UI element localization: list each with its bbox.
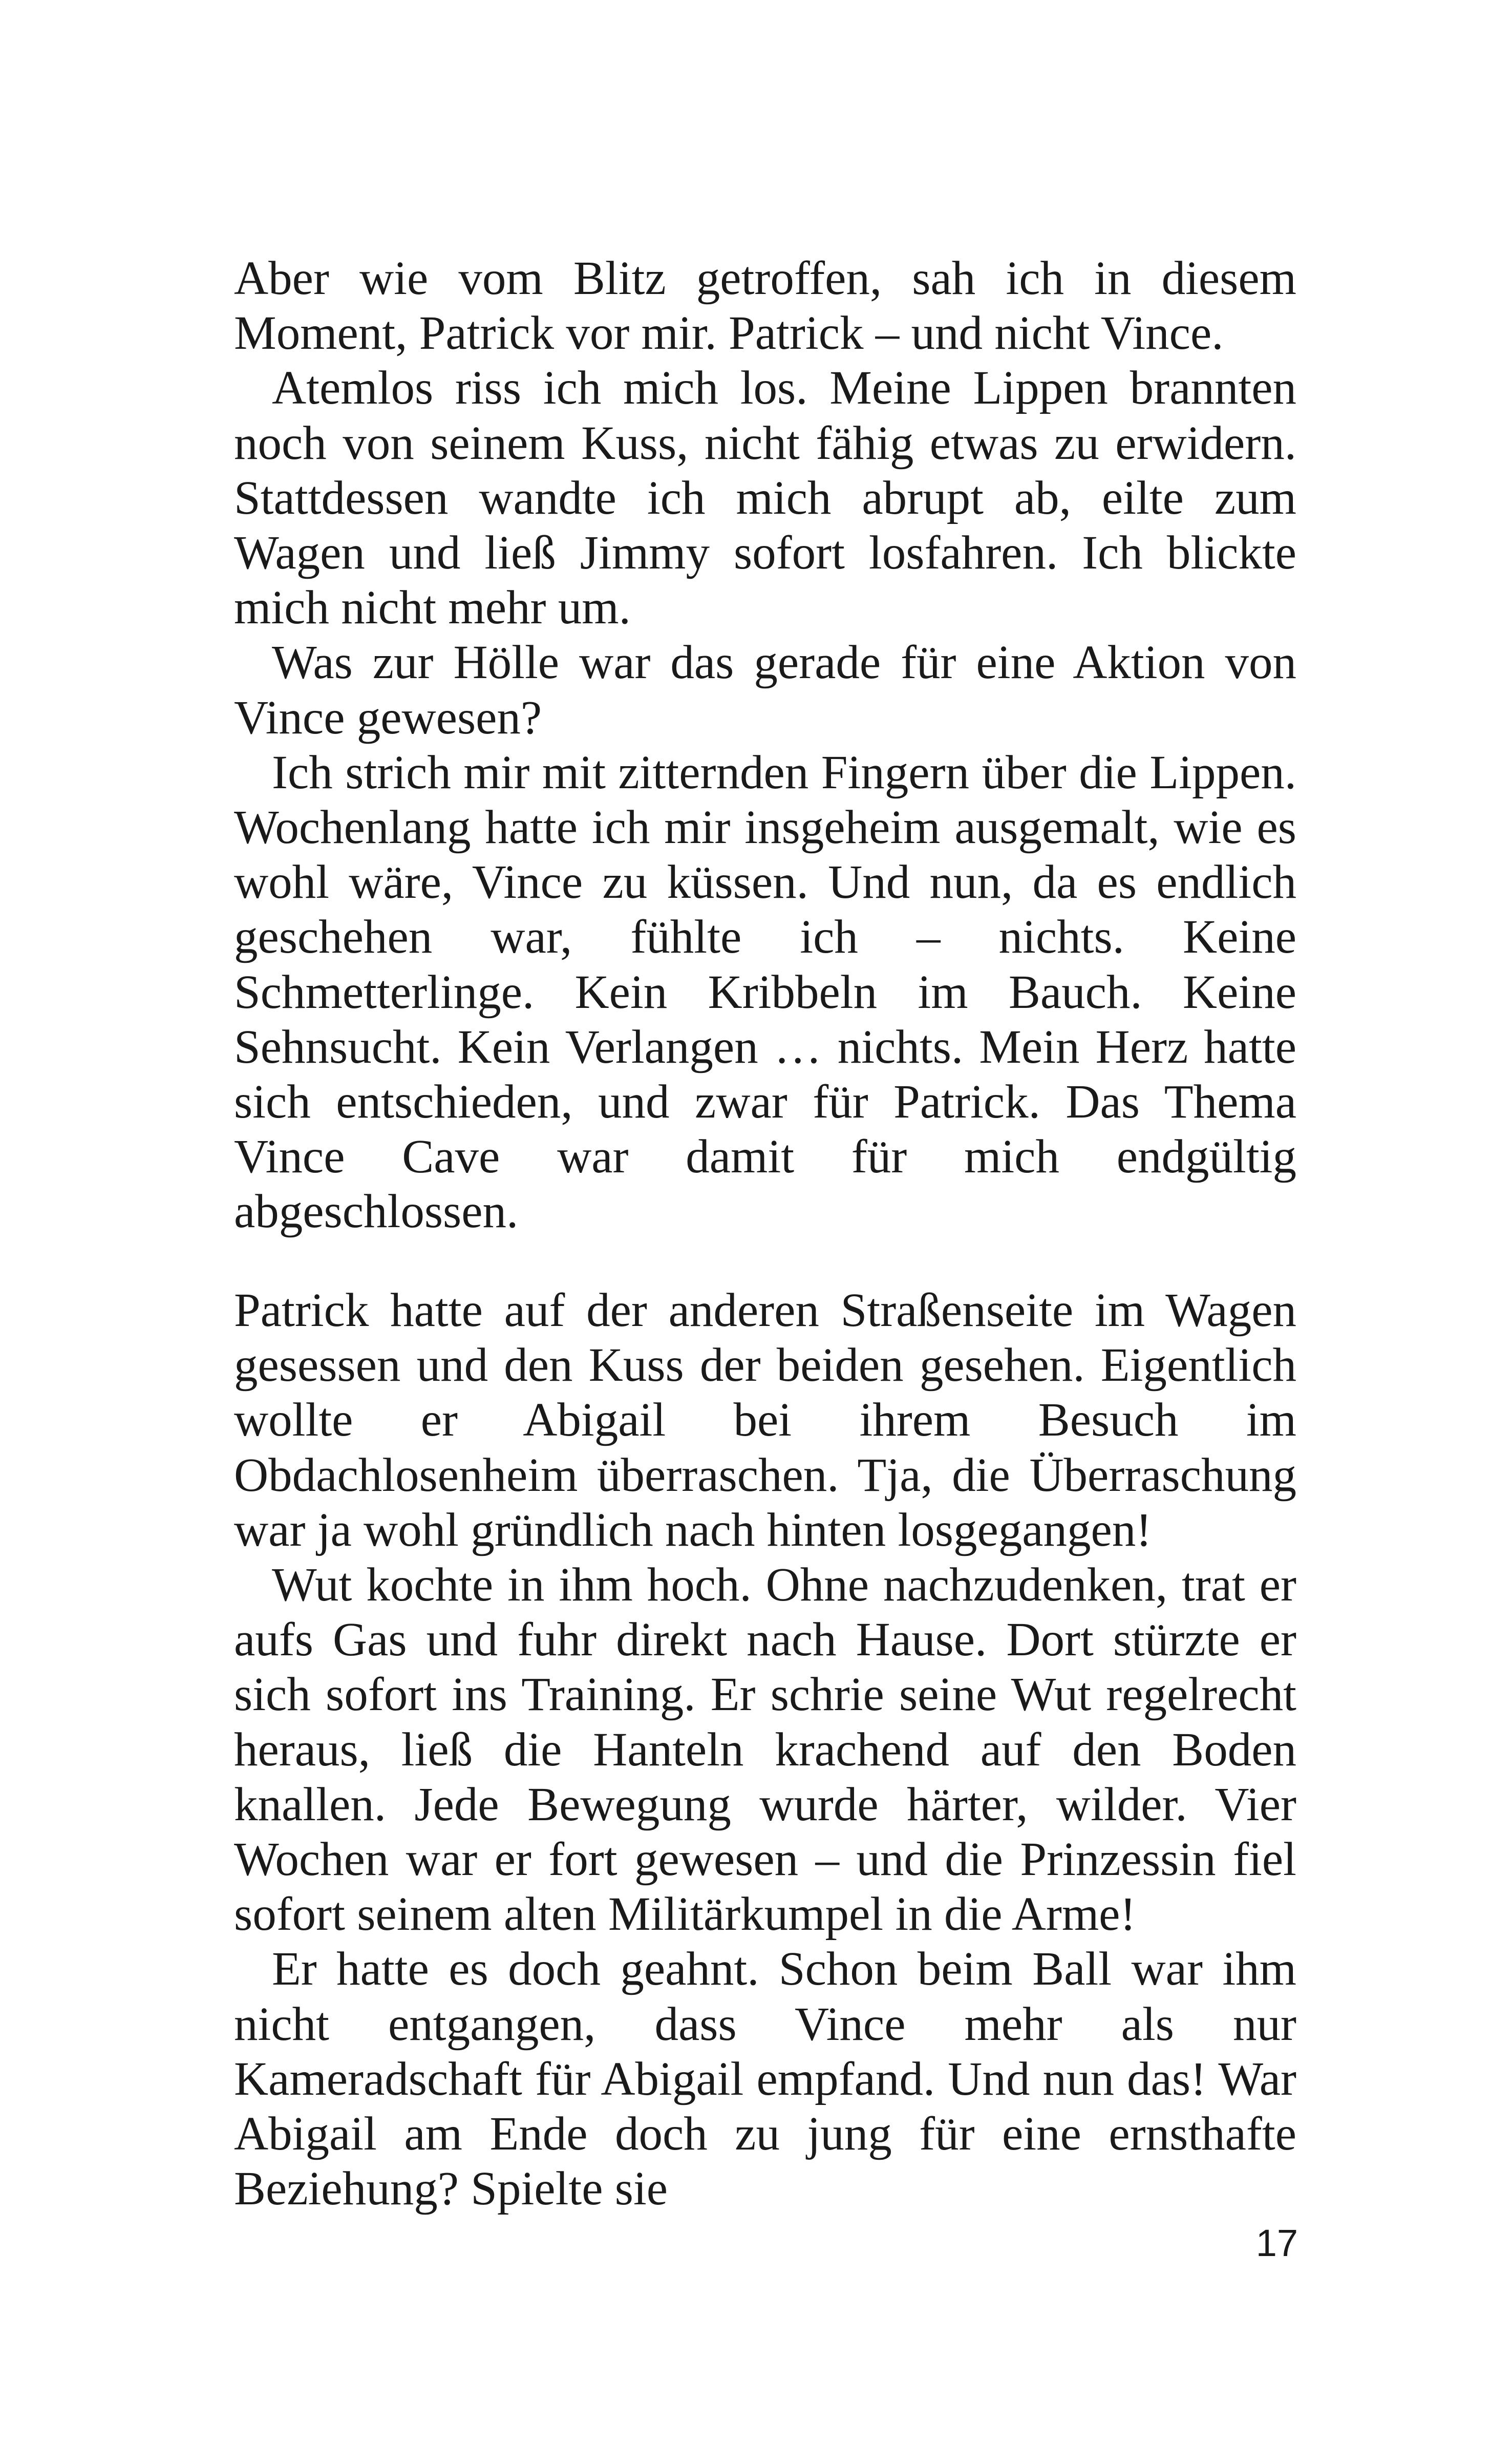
page-number: 17 bbox=[1255, 2222, 1298, 2264]
paragraph: Was zur Hölle war das gerade für eine Aktion von Vince gewesen? bbox=[234, 636, 1296, 744]
text-section-first bbox=[234, 251, 1296, 1239]
text-section-second bbox=[234, 1283, 1296, 2216]
paragraph: Aber wie vom Blitz getroffen, sah ich in diesem Moment, Patrick vor mir. Patrick – und nicht Vince. bbox=[234, 252, 1296, 360]
paragraph: Er hatte es doch geahnt. Schon beim Ball war ihm nicht entgangen, dass Vince mehr als nur Kameradschaft für Abigail empfand. Und nun das! War Abigail am Ende doch zu jung für eine ernsthafte Beziehung? Spielte sie bbox=[234, 1943, 1296, 2216]
paragraph: Atemlos riss ich mich los. Meine Lippen brannten noch von seinem Kuss, nicht fähig etwas zu erwidern. Stattdessen wandte ich mich abrupt ab, eilte zum Wagen und ließ Jimmy sofort losfahren. Ich blickte mich nicht mehr um. bbox=[234, 362, 1296, 635]
paragraph: Patrick hatte auf der anderen Straßenseite im Wagen gesessen und den Kuss der beiden gesehen. Eigentlich wollte er Abigail bei ihrem Besuch im Obdachlosenheim überraschen. Tja, die Überraschung war ja wohl gründlich nach hinten losgegangen! bbox=[234, 1284, 1296, 1556]
paragraph: Wut kochte in ihm hoch. Ohne nachzudenken, trat er aufs Gas und fuhr direkt nach Hause. Dort stürzte er sich sofort ins Training. Er schrie seine Wut regelrecht heraus, ließ die Hanteln krachend auf den Boden knallen. Jede Bewegung wurde härter, wilder. Vier Wochen war er fort gewesen – und die Prinzessin fiel sofort seinem alten Militärkumpel in die Arme! bbox=[234, 1558, 1296, 1941]
paragraph: Ich strich mir mit zitternden Fingern über die Lippen. Wochenlang hatte ich mir insgeheim ausgemalt, wie es wohl wäre, Vince zu küssen. Und nun, da es endlich geschehen war, fühlte ich – nichts. Keine Schmetterlinge. Kein Kribbeln im Bauch. Keine Sehnsucht. Kein Verlangen … nichts. Mein Herz hatte sich entschieden, und zwar für Patrick. Das Thema Vince Cave war damit für mich endgültig abgeschlossen. bbox=[234, 746, 1296, 1238]
